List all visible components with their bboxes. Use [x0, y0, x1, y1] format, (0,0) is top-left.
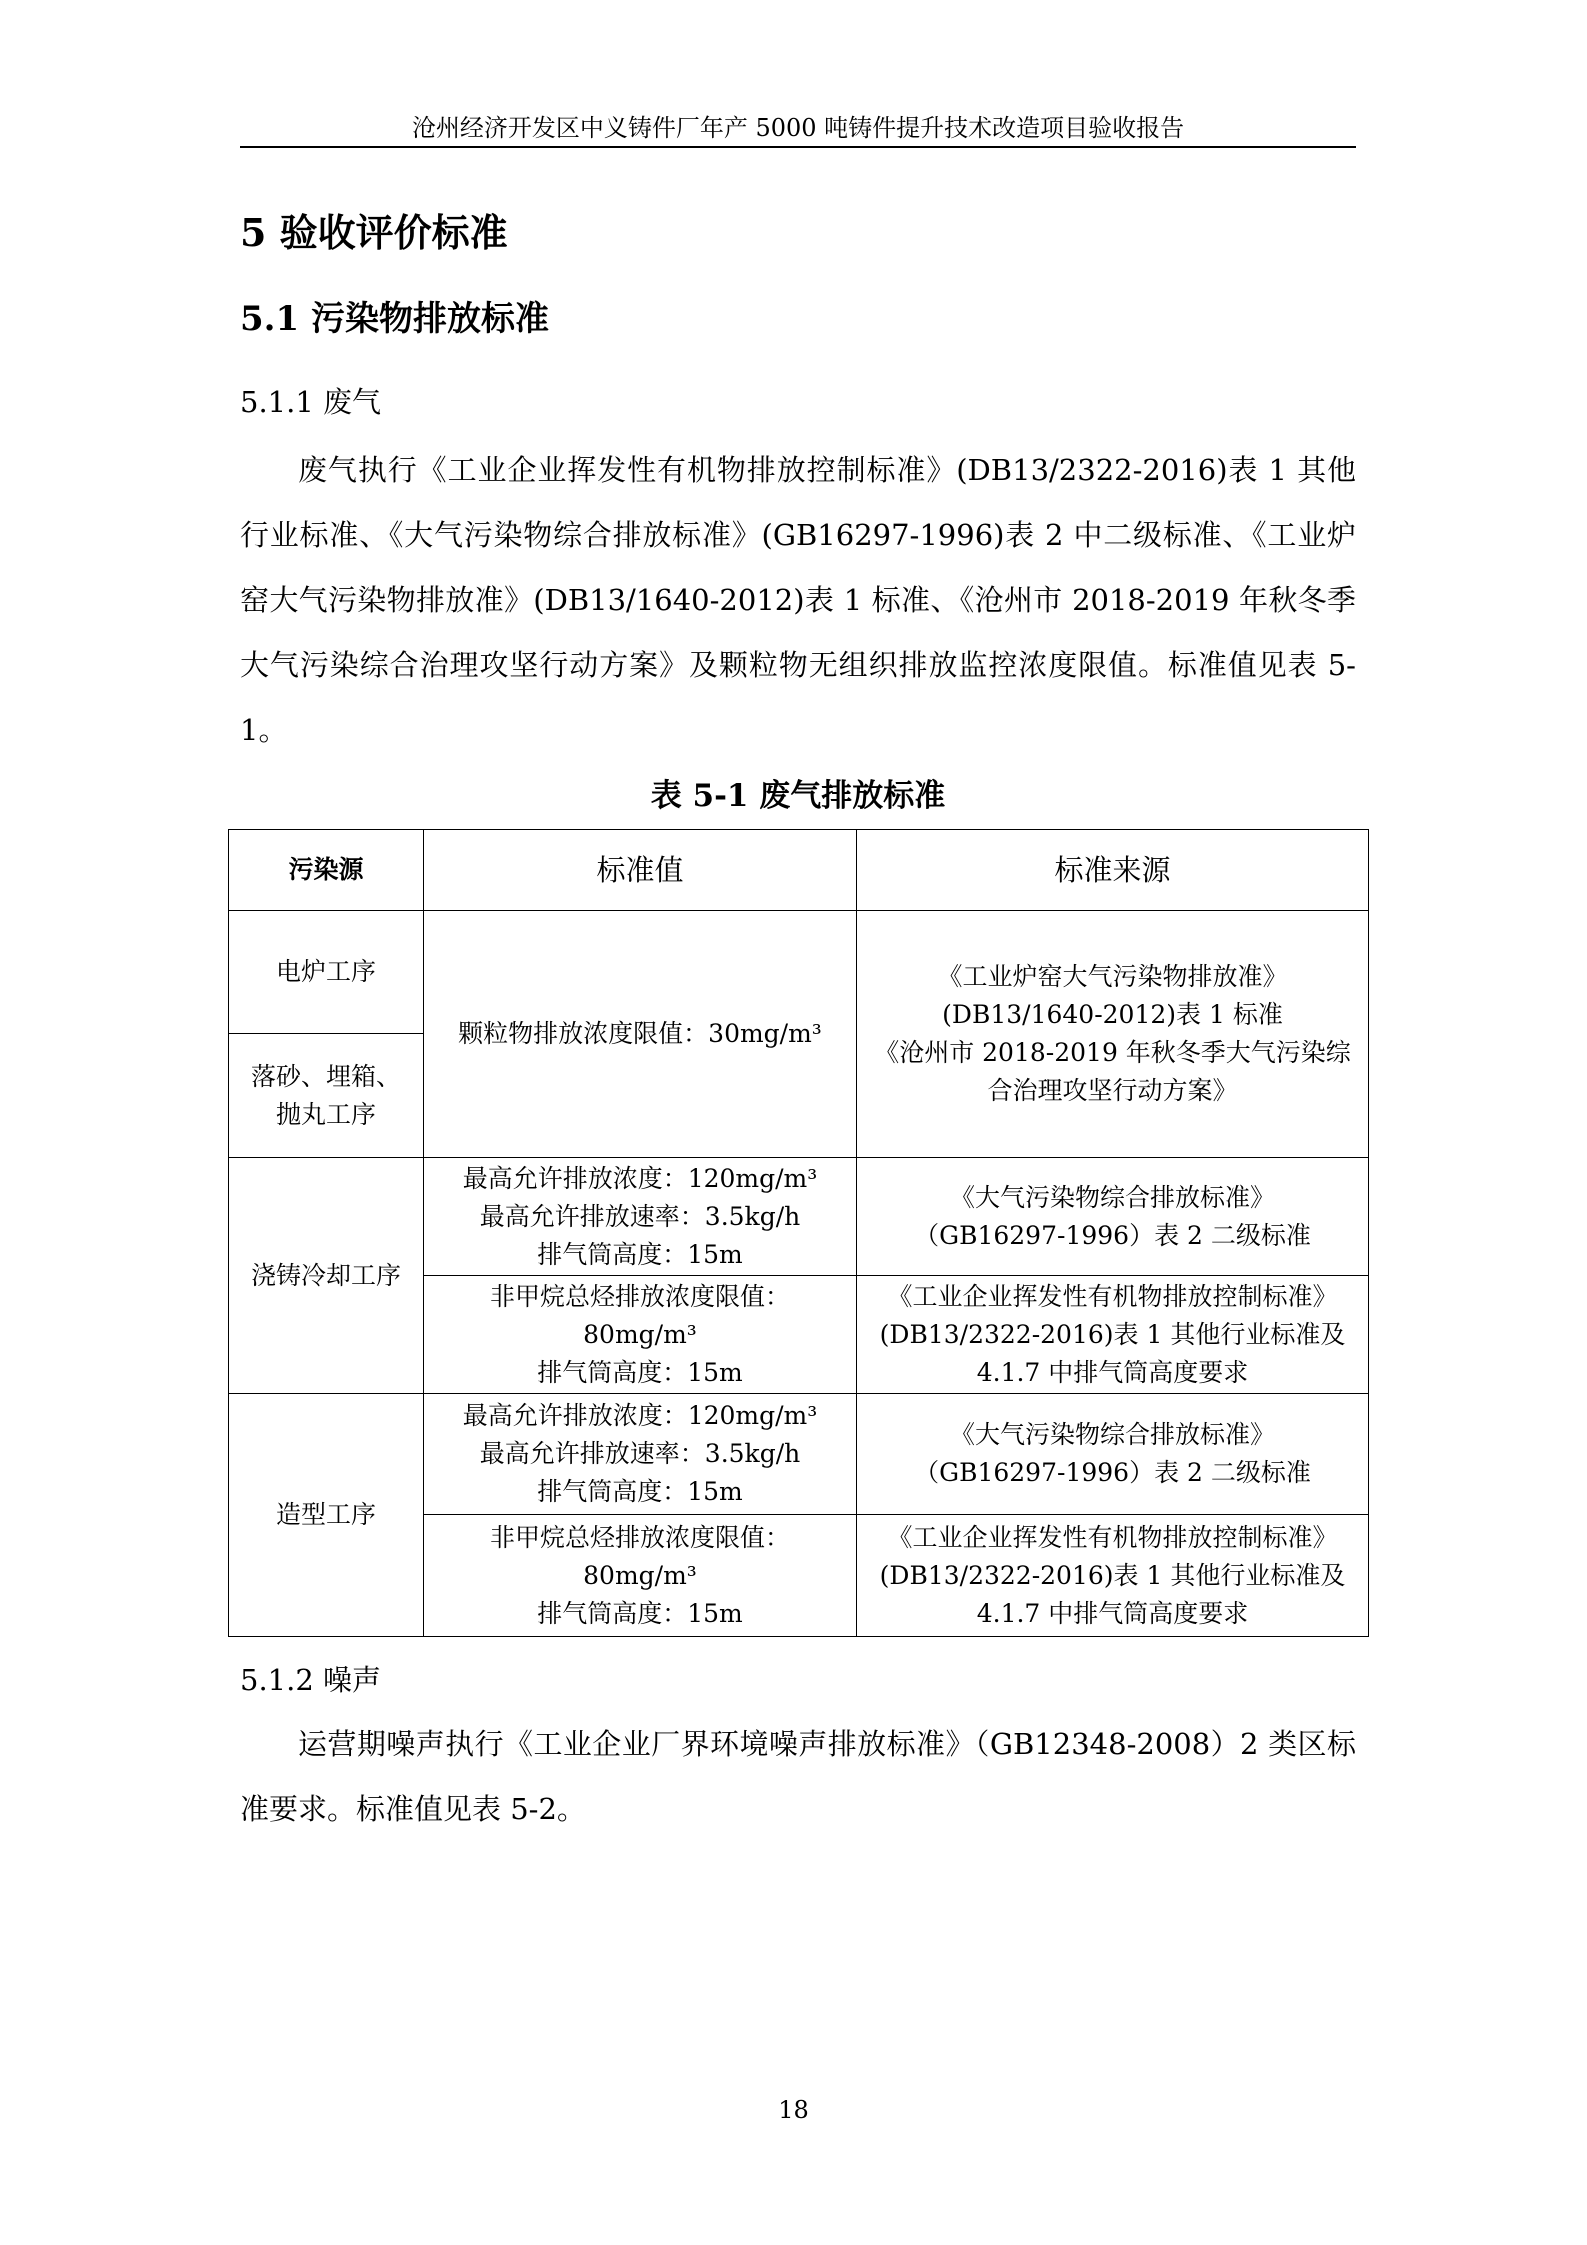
origin-cell: [857, 1276, 1369, 1394]
origin-line: 《大气污染物综合排放标准》: [949, 1420, 1275, 1449]
page-header: 沧州经济开发区中义铸件厂年产 5000 吨铸件提升技术改造项目验收报告: [240, 110, 1356, 148]
source-cell: [229, 1034, 424, 1158]
origin-line: 《工业企业挥发性有机物排放控制标准》: [887, 1281, 1338, 1311]
header-origin: 标准来源: [857, 830, 1369, 911]
origin-line: （GB16297-1996）表 2 二级标准: [914, 1458, 1311, 1487]
origin-line: (DB13/2322-2016)表 1 其他行业标准及: [879, 1560, 1346, 1590]
value-line: 排气筒高度：15m: [537, 1598, 743, 1628]
origin-line: 《工业炉窑大气污染物排放准》: [937, 962, 1288, 991]
origin-line: (DB13/1640-2012)表 1 标准: [942, 1000, 1283, 1029]
value-line: 排气筒高度：15m: [537, 1357, 743, 1387]
noise-paragraph: 运营期噪声执行《工业企业厂界环境噪声排放标准》（GB12348-2008）2 类区标准要求。标准值见表 5-2。: [240, 1727, 1356, 1826]
origin-cell: [857, 1394, 1369, 1515]
origin-line: 《大气污染物综合排放标准》: [949, 1182, 1275, 1212]
subsubsection-heading: 5.1.1 废气: [240, 385, 382, 419]
value-cell: [424, 1515, 857, 1637]
origin-line: 4.1.7 中排气筒高度要求: [976, 1598, 1249, 1628]
value-line: 非甲烷总烃排放浓度限值：: [489, 1522, 790, 1552]
value-cell: [424, 1276, 857, 1394]
origin-line: （GB16297-1996）表 2 二级标准: [914, 1220, 1311, 1250]
value-cell: [424, 1394, 857, 1515]
origin-cell: [857, 1158, 1369, 1276]
source-cell: 浇铸冷却工序: [229, 1158, 424, 1394]
section-heading: 5 验收评价标准: [240, 210, 508, 255]
origin-cell: [857, 1515, 1369, 1637]
value-line: 排气筒高度：15m: [537, 1477, 743, 1506]
table-row: [229, 1394, 1369, 1515]
source-cell: 电炉工序: [229, 911, 424, 1034]
table-header-row: [229, 830, 1369, 911]
table-row: [229, 1158, 1369, 1276]
exhaust-paragraph: 废气执行《工业企业挥发性有机物排放控制标准》(DB13/2322-2016)表 1 其他行业标准、《大气污染物综合排放标准》(GB16297-1996)表 2 中二级标准、《工业炉窑大气污染物排放准》(DB13/1640-2012)表 1 标准、《沧州市 2018-2019 年秋冬季大气污染综合治理攻坚行动方案》及颗粒物无组织排放监控浓度限值。标准值见表 5-1。: [240, 453, 1356, 747]
value-line: 最高允许排放浓度：120mg/m³: [462, 1401, 818, 1430]
noise-heading: 5.1.2 噪声: [240, 1663, 382, 1697]
value-line: 80mg/m³: [583, 1560, 697, 1590]
origin-line: 《工业企业挥发性有机物排放控制标准》: [887, 1522, 1338, 1552]
source-cell: 造型工序: [229, 1394, 424, 1637]
source-line: 落砂、埋箱、: [250, 1061, 401, 1091]
value-line: 最高允许排放浓度：120mg/m³: [462, 1163, 818, 1193]
header-source: 污染源: [229, 830, 424, 911]
source-line: 抛丸工序: [275, 1099, 376, 1129]
page-number: 18: [778, 2096, 809, 2124]
value-cell: [424, 1158, 857, 1276]
table-caption: 表 5-1 废气排放标准: [650, 778, 946, 814]
value-cell: 颗粒物排放浓度限值：30mg/m³: [424, 911, 857, 1158]
table-row: [229, 911, 1369, 1034]
subsection-heading: 5.1 污染物排放标准: [240, 299, 549, 339]
value-line: 最高允许排放速率：3.5kg/h: [479, 1439, 801, 1468]
value-line: 排气筒高度：15m: [537, 1239, 743, 1269]
value-line: 80mg/m³: [583, 1319, 697, 1349]
emission-standards-table: [228, 829, 1369, 1637]
value-line: 非甲烷总烃排放浓度限值：: [489, 1281, 790, 1311]
origin-cell: [857, 911, 1369, 1158]
value-line: 最高允许排放速率：3.5kg/h: [479, 1201, 801, 1231]
origin-line: 合治理攻坚行动方案》: [987, 1076, 1238, 1105]
origin-line: 《沧州市 2018-2019 年秋冬季大气污染综: [874, 1038, 1351, 1067]
origin-line: 4.1.7 中排气筒高度要求: [976, 1357, 1249, 1387]
header-value: 标准值: [424, 830, 857, 911]
origin-line: (DB13/2322-2016)表 1 其他行业标准及: [879, 1319, 1346, 1349]
